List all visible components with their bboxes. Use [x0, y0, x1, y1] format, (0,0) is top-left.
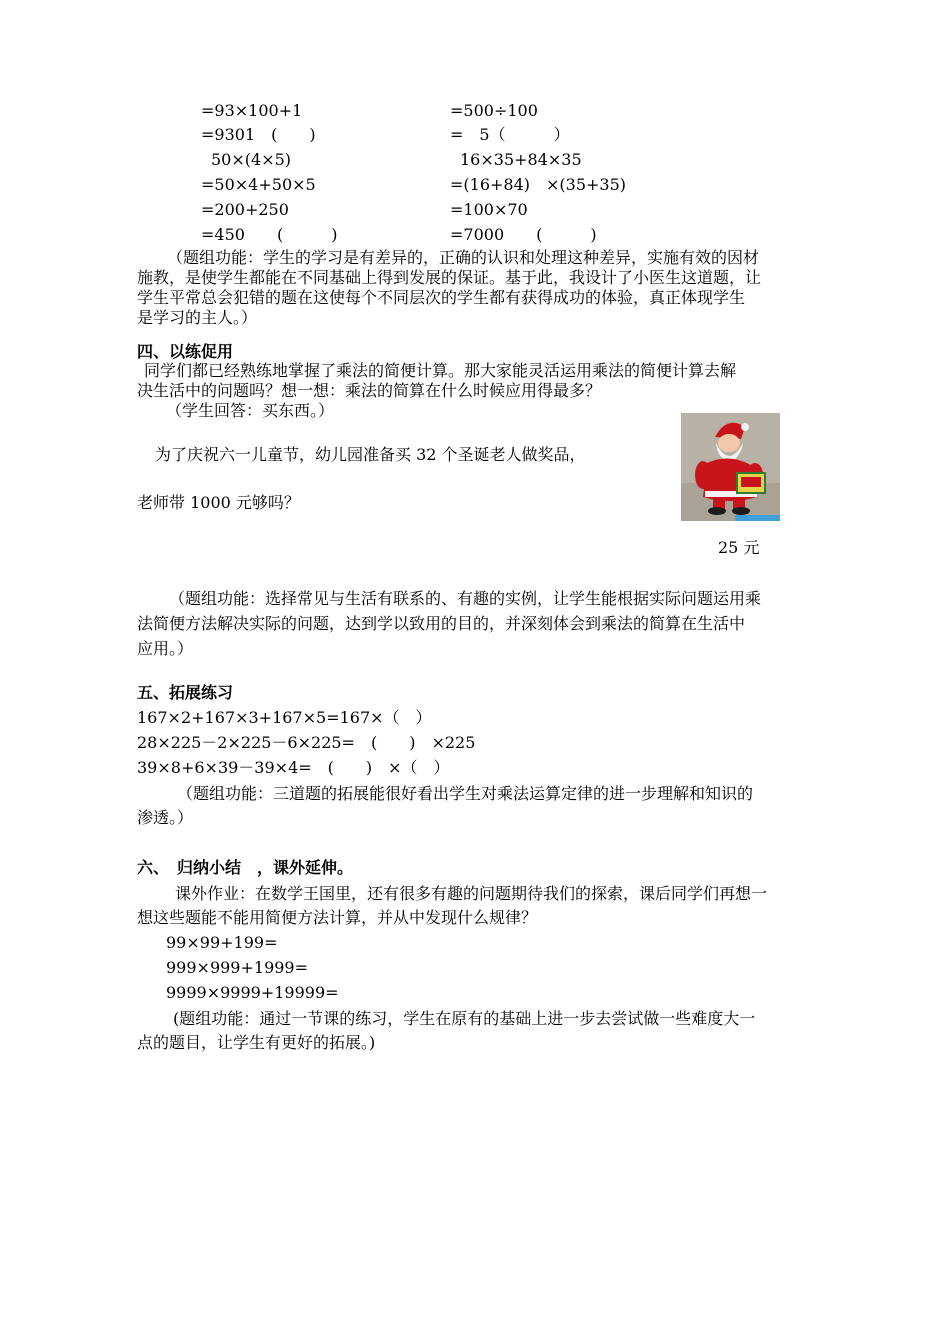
- calc-right-2: = 5（ ）: [450, 125, 570, 144]
- note-1-line: 是学习的主人。）: [137, 308, 258, 327]
- price-label: 25 元: [718, 538, 760, 557]
- intro-line: 同学们都已经熟练地掌握了乘法的简便计算。那大家能灵活运用乘法的简便计算去解: [144, 361, 737, 380]
- section-5-heading: 五、拓展练习: [137, 683, 234, 702]
- section-4-intro: [137, 361, 860, 401]
- calc-right-4: =(16+84) ×(35+35): [450, 175, 627, 194]
- note-1-line: （题组功能：学生的学习是有差异的，正确的认识和处理这种差异，实施有效的因材: [167, 248, 760, 267]
- note-paragraph-3: [137, 782, 860, 830]
- calc-right-6: =7000 ( ): [450, 225, 597, 244]
- extension-item-2: 28×225－2×225－6×225= ( ) ×225: [137, 733, 476, 752]
- homework-item-3: 9999×9999+19999=: [166, 983, 339, 1002]
- santa-illustration: [681, 413, 780, 521]
- student-answer: （学生回答：买东西。）: [166, 401, 335, 420]
- note-2-line: 法简便方法解决实际的问题，达到学以致用的目的，并深刻体会到乘法的简算在生活中: [137, 614, 746, 633]
- note-3-line: 渗透。）: [137, 808, 194, 827]
- note-4-line: 点的题目，让学生有更好的拓展。): [137, 1033, 376, 1052]
- note-2-line: 应用。）: [137, 639, 194, 658]
- homework-line: 课外作业：在数学王国里，还有很多有趣的问题期待我们的探索，课后同学们再想一: [175, 884, 768, 903]
- note-paragraph-2: [137, 586, 860, 661]
- extension-item-1: 167×2+167×3+167×5=167×（ ）: [137, 708, 432, 727]
- homework-item-2: 999×999+1999=: [166, 958, 309, 977]
- homework-paragraph: [137, 882, 860, 930]
- intro-line: 决生活中的问题吗？想一想：乘法的简算在什么时候应用得最多？: [137, 381, 602, 400]
- note-paragraph-1: [137, 248, 860, 328]
- calc-left-1: =93×100+1: [201, 101, 303, 120]
- santa-figurine-image: [681, 413, 780, 521]
- section-4-heading: 四、以练促用: [137, 342, 234, 361]
- note-3-line: （题组功能：三道题的拓展能很好看出学生对乘法运算定律的进一步理解和知识的: [177, 784, 754, 803]
- calc-left-3: 50×(4×5): [211, 150, 292, 169]
- note-4-line: (题组功能：通过一节课的练习，学生在原有的基础上进一步去尝试做一些难度大一: [173, 1009, 756, 1028]
- note-2-line: （题组功能：选择常见与生活有联系的、有趣的实例，让学生能根据实际问题运用乘: [169, 589, 762, 608]
- note-1-line: 施教，是使学生都能在不同基础上得到发展的保证。基于此，我设计了小医生这道题，让: [137, 268, 762, 287]
- note-1-line: 学生平常总会犯错的题在这使每个不同层次的学生都有获得成功的体验，真正体现学生: [137, 288, 746, 307]
- homework-line: 想这些题能不能用简便方法计算，并从中发现什么规律？: [137, 908, 538, 927]
- section-6-heading: 六、 归纳小结 ，课外延伸。: [137, 858, 354, 877]
- calc-right-1: =500÷100: [450, 101, 538, 120]
- calc-left-4: =50×4+50×5: [201, 175, 316, 194]
- extension-item-3: 39×8+6×39－39×4= ( ) ×（ ）: [137, 758, 450, 777]
- calc-right-3: 16×35+84×35: [460, 150, 582, 169]
- calc-left-2: =9301 ( ): [201, 125, 316, 144]
- note-paragraph-4: [137, 1007, 860, 1055]
- calc-left-5: =200+250: [201, 200, 289, 219]
- calc-left-6: =450 ( ): [201, 225, 338, 244]
- homework-item-1: 99×99+199=: [166, 933, 278, 952]
- calc-right-5: =100×70: [450, 200, 528, 219]
- problem-text-line-1: 为了庆祝六一儿童节，幼儿园准备买 32 个圣诞老人做奖品，: [155, 445, 586, 464]
- problem-text-line-2: 老师带 1000 元够吗？: [137, 493, 300, 512]
